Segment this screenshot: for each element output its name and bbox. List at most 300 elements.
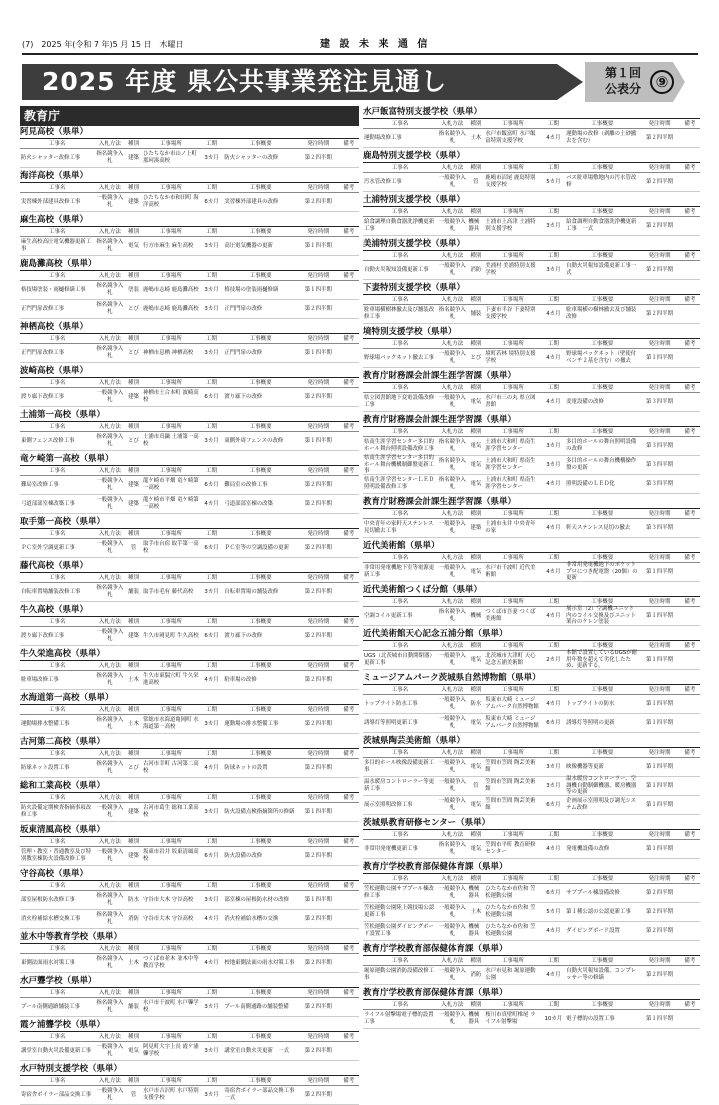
table-row — [20, 847, 359, 866]
column-header-time: 発注時期 — [307, 272, 330, 279]
cell-place: 笠間市笠間 陶芸美術館 — [485, 760, 536, 773]
column-header-type: 種別 — [470, 957, 482, 964]
cell-summary: 防球ネットの設置 — [224, 764, 268, 771]
cell-time: 第２四半期 — [304, 632, 332, 639]
column-header-summary: 工事概要 — [591, 749, 614, 756]
cell-name: 非常用発電機地下室等電源更新工事 — [364, 565, 435, 578]
column-header-name: 工事名 — [49, 467, 66, 474]
cell-place: 土浦市大和町 県南生涯学習センター — [485, 477, 536, 490]
cell-method: 一般競争入札 — [438, 716, 466, 729]
cell-note — [339, 759, 359, 777]
cell-type: とび — [128, 349, 139, 356]
column-header-period: 工期 — [547, 554, 559, 561]
cell-type: 機械器具 — [468, 219, 480, 232]
school-heading: 近代美術館（県単） — [363, 540, 700, 553]
column-header-note: 備考 — [684, 340, 696, 347]
column-header-time: 発注時期 — [307, 989, 330, 996]
cell-period: 10カ月 — [544, 1015, 563, 1022]
cell-place: 土浦市大和町 県南生涯学習センター — [485, 458, 536, 471]
cell-place: 坂東市大崎 ミュージアムパーク自然博物館 — [485, 716, 539, 729]
cell-place: 桜川市真壁町椎尾 ライフル射撃場 — [485, 1012, 536, 1025]
column-header-summary: 工事概要 — [591, 686, 614, 693]
cell-note — [680, 349, 700, 367]
table-row — [20, 1042, 359, 1061]
table-row — [20, 627, 359, 646]
cell-type: 電気 — [128, 242, 139, 249]
cell-method: 指名競争入札 — [96, 1000, 124, 1013]
school-heading: 教育庁財務課会計課生涯学習課（県単） — [363, 496, 700, 509]
school-heading: 海洋高校（県単） — [20, 170, 359, 183]
cell-name: 自動火災報知設備更新工事 — [364, 266, 429, 273]
cell-time: 第２四半期 — [646, 222, 673, 229]
column-header-period: 工期 — [547, 875, 559, 882]
column-header-place: 工事場所 — [159, 989, 182, 996]
column-header-period: 工期 — [547, 208, 559, 215]
column-header-summary: 工事概要 — [249, 618, 272, 625]
cell-time: 第２四半期 — [304, 852, 332, 859]
cell-summary: バス駐車場敷地内の汚水管改修 — [566, 175, 637, 188]
cell-period: 6カ月 — [546, 801, 561, 808]
cell-name: 正門門扉改修工事 — [21, 305, 65, 312]
cell-name: 防球ネット設置工事 — [21, 764, 70, 771]
cell-name: 多目的ホール映像設備更新工事 — [364, 760, 434, 773]
cell-type: 機械 — [470, 612, 482, 619]
cell-name: 自転車置場舗装改修工事 — [21, 588, 81, 595]
column-header-type: 種別 — [128, 184, 140, 191]
column-header-name: 工事名 — [49, 228, 66, 235]
cell-note — [680, 695, 700, 713]
school-heading: 茨城県陶芸美術館（県単） — [363, 735, 700, 748]
column-header-period: 工期 — [205, 662, 217, 669]
cell-time: 第１四半期 — [304, 242, 332, 249]
cell-time: 第２四半期 — [646, 134, 673, 141]
cell-summary: 軒天ステンレス見切の撤去 — [566, 524, 631, 531]
cell-type: 土木 — [470, 134, 482, 141]
cell-place: 境町若林 境特別支援学校 — [485, 351, 536, 364]
cell-note — [680, 714, 700, 732]
cell-type: 電気 — [128, 1047, 139, 1054]
column-header-method: 入札方法 — [98, 379, 121, 386]
cell-period: 3カ月 — [204, 154, 219, 161]
column-header-summary: 工事概要 — [249, 140, 272, 147]
cell-time: 第２四半期 — [304, 393, 332, 400]
column-header-period: 工期 — [205, 706, 217, 713]
table-header — [363, 553, 700, 563]
cell-type: 土木 — [128, 676, 139, 683]
column-header-place: 工事場所 — [501, 598, 524, 605]
cell-time: 第１四半期 — [304, 896, 332, 903]
school-heading: 鹿島灘高校（県単） — [20, 258, 359, 271]
table-header — [363, 339, 700, 349]
cell-period: 5カ月 — [546, 178, 561, 185]
cell-method: 一般競争入札 — [96, 497, 124, 510]
column-header-place: 工事場所 — [501, 164, 524, 171]
column-header-note: 備考 — [343, 467, 355, 474]
cell-summary: 駐車場の改修 — [224, 676, 257, 683]
column-header-time: 発注時期 — [307, 662, 330, 669]
column-header-place: 工事場所 — [501, 1001, 524, 1008]
cell-name: 管理・教室・普通教室及び特別教室棟防火設備改修工事 — [21, 849, 92, 862]
cell-type: 管 — [473, 782, 479, 789]
cell-type: 消防 — [470, 971, 482, 978]
column-header-place: 工事場所 — [159, 140, 182, 147]
cell-method: 一般競争入札 — [96, 390, 124, 403]
cell-place: 北茨城市大津町 天心記念五浦美術館 — [485, 653, 536, 666]
cell-period: 3カ月 — [204, 896, 219, 903]
column-header-name: 工事名 — [49, 1033, 66, 1040]
cell-period: 4カ月 — [204, 915, 219, 922]
cell-place: 笠間市笠間 陶芸美術館 — [485, 779, 536, 792]
column-header-name: 工事名 — [391, 875, 409, 882]
title-banner — [22, 62, 698, 102]
cell-type: 舗装 — [470, 310, 482, 317]
column-header-period: 工期 — [547, 598, 559, 605]
cell-method: 一般競争入札 — [96, 195, 124, 208]
school-heading: 教育庁学校教育部保健体育課（県単） — [363, 943, 700, 956]
cell-method: 一般競争入札 — [438, 351, 466, 364]
cell-type: 舗装 — [128, 588, 139, 595]
cell-method: 指名競争入札 — [96, 585, 124, 598]
cell-time: 第１四半期 — [304, 437, 332, 444]
column-header-period: 工期 — [547, 686, 559, 693]
table-header — [363, 748, 700, 758]
column-header-note: 備考 — [343, 882, 355, 889]
school-heading: 波崎高校（県単） — [20, 365, 359, 378]
column-header-type: 種別 — [128, 140, 140, 147]
cell-name: 難局室改修工事 — [21, 481, 59, 488]
cell-period: 3カ月 — [546, 442, 561, 449]
cell-period: 3カ月 — [204, 242, 219, 249]
table-row — [20, 715, 359, 734]
cell-time: 第２四半期 — [304, 1091, 332, 1098]
cell-time: 第２四半期 — [646, 889, 673, 896]
column-header-note: 備考 — [684, 164, 696, 171]
cell-period: 3カ月 — [546, 266, 561, 273]
column-header-period: 工期 — [205, 882, 217, 889]
column-header-period: 工期 — [205, 423, 217, 430]
table-row — [20, 583, 359, 602]
cell-method: 一般競争入札 — [438, 263, 466, 276]
table-header — [20, 466, 359, 476]
column-header-period: 工期 — [547, 642, 559, 649]
column-header-note: 備考 — [343, 945, 355, 952]
column-header-place: 工事場所 — [501, 686, 524, 693]
column-header-type: 種別 — [128, 1077, 140, 1084]
cell-time: 第２四半期 — [304, 198, 332, 205]
cell-period: 4カ月 — [546, 398, 561, 405]
column-header-summary: 工事概要 — [249, 574, 272, 581]
cell-name: 給食調理自動食器洗浄機更新工事 — [364, 219, 435, 232]
cell-period: 4カ月 — [546, 612, 561, 619]
cell-type: 電気 — [470, 763, 482, 770]
column-header-summary: 工事概要 — [249, 838, 272, 845]
cell-time: 第１四半期 — [646, 719, 673, 726]
right-column — [363, 106, 700, 1029]
table-row — [20, 803, 359, 822]
cell-method: 一般競争入札 — [438, 175, 466, 188]
table-row — [363, 966, 700, 985]
table-row — [20, 432, 359, 451]
cell-method: 一般競争入札 — [438, 905, 466, 918]
cell-time: 第２四半期 — [646, 927, 673, 934]
cell-time: 第３四半期 — [646, 524, 673, 531]
cell-time: 第２四半期 — [304, 481, 332, 488]
cell-place: 坂東市大崎 ミュージアムパーク自然博物館 — [485, 697, 539, 710]
column-header-period: 工期 — [205, 467, 217, 474]
column-header-type: 種別 — [128, 335, 140, 342]
column-header-type: 種別 — [470, 384, 482, 391]
cell-name: 誘導灯等照明更新工事 — [364, 719, 418, 726]
cell-name: ＰＣ室外空調更新工事 — [21, 544, 75, 551]
cell-method: 指名競争入札 — [96, 717, 124, 730]
column-header-type: 種別 — [470, 252, 482, 259]
cell-name: 運動場改修工事 — [364, 134, 402, 141]
cell-summary: 講堂室自動火災更新 一式 — [224, 1047, 290, 1054]
cell-place: 土浦市永井 中央青年の家 — [485, 521, 536, 534]
cell-name: 部室屋根防水改修工事 — [21, 896, 75, 903]
cell-place: 坂東市岩井 坂東清風高校 — [143, 849, 199, 862]
cell-type: 消防 — [470, 266, 482, 273]
table-row — [20, 149, 359, 168]
cell-name: 笠松運動公園ダイビングボード設置工事 — [364, 924, 434, 937]
cell-method: 一般競争入札 — [438, 521, 466, 534]
column-header-type: 種別 — [470, 642, 482, 649]
column-header-place: 工事場所 — [501, 749, 524, 756]
cell-period: 3カ月 — [546, 782, 561, 789]
cell-method: 指名競争入札 — [96, 302, 124, 315]
cell-time: 第２四半期 — [304, 500, 332, 507]
cell-name: 空調コイル更新工事 — [364, 612, 413, 619]
cell-time: 第２四半期 — [304, 1047, 332, 1054]
column-header-name: 工事名 — [49, 272, 66, 279]
column-header-type: 種別 — [470, 296, 482, 303]
column-header-place: 工事場所 — [501, 252, 524, 259]
column-header-method: 入札方法 — [98, 1077, 121, 1084]
cell-time: 第２四半期 — [304, 720, 332, 727]
table-header — [20, 793, 359, 803]
cell-place: 常総市水海道亀岡町 水海道第一高校 — [143, 717, 199, 730]
cell-method: 指名競争入札 — [96, 893, 124, 906]
cell-note — [680, 884, 700, 902]
cell-note — [680, 475, 700, 493]
cell-name: 県南生涯学習センターＬＥＤ照明設備改修工事 — [364, 477, 434, 490]
school-heading: 阿見高校（県単） — [20, 126, 359, 139]
column-header-period: 工期 — [547, 340, 559, 347]
cell-method: 指名競争入札 — [96, 673, 124, 686]
cell-time: 第１四半期 — [646, 801, 673, 808]
cell-summary: 正門門扉の改修 — [224, 349, 263, 356]
column-header-method: 入札方法 — [98, 706, 121, 713]
cell-place: ひたちなか市山ノ上町 那珂湊高校 — [143, 151, 197, 164]
cell-time: 第２四半期 — [304, 764, 332, 771]
cell-note — [680, 922, 700, 940]
column-header-method: 入札方法 — [98, 140, 121, 147]
cell-place: 神栖市土合本町 波崎高校 — [143, 390, 199, 403]
cell-type: 建築 — [128, 808, 139, 815]
column-header-type: 種別 — [470, 208, 482, 215]
cell-time: 第１四半期 — [304, 349, 332, 356]
table-row — [20, 671, 359, 690]
cell-name: UGS（北茨城市自動開閉器）更新工事 — [364, 653, 435, 666]
table-header — [20, 334, 359, 344]
cell-note — [680, 777, 700, 795]
column-header-period: 工期 — [205, 272, 217, 279]
cell-place: 水戸市千波町 水戸聾学校 — [143, 1000, 199, 1013]
cell-place: ひたちなか市佐和 笠松運動公園 — [485, 886, 536, 899]
cell-period: 5カ月 — [546, 908, 561, 915]
column-header-summary: 工事概要 — [591, 384, 614, 391]
cell-name: 県南生涯学習センター多目的ホール舞台機構制御盤更新工事 — [364, 455, 434, 475]
cell-summary: サブプール棟設備改修 — [566, 889, 620, 896]
cell-summary: トップライトの防水 — [566, 700, 615, 707]
table-row — [363, 796, 700, 815]
column-header-method: 入札方法 — [441, 384, 464, 391]
cell-note — [339, 1086, 359, 1104]
cell-place: 龍ケ崎市平畑 竜ケ崎第一高校 — [143, 497, 199, 510]
cell-note — [680, 840, 700, 858]
cell-period: 4カ月 — [546, 310, 561, 317]
cell-note — [339, 300, 359, 318]
cell-summary: 駐車場横の樹林撤去及び舗装改修 — [566, 307, 637, 320]
cell-note — [339, 193, 359, 211]
table-row — [363, 777, 700, 796]
table-header — [363, 163, 700, 173]
column-header-summary: 工事概要 — [249, 1033, 272, 1040]
cell-period: 4カ月 — [546, 524, 561, 531]
cell-period: 6カ月 — [204, 393, 219, 400]
cell-method: 指名競争入札 — [438, 609, 466, 622]
column-header-place: 工事場所 — [159, 838, 182, 845]
cell-summary: 弓道部部室棟の改築 — [224, 500, 273, 507]
cell-method: 一般競争入札 — [438, 565, 466, 578]
cell-type: 電気 — [470, 398, 482, 405]
cell-type: 機械器具 — [468, 886, 480, 899]
cell-type: 建築 — [470, 524, 482, 531]
column-header-time: 発注時期 — [307, 1033, 330, 1040]
table-row — [20, 539, 359, 558]
column-header-type: 種別 — [128, 530, 140, 537]
cell-time: 第３四半期 — [646, 480, 673, 487]
cell-type: 土木 — [128, 720, 139, 727]
cell-summary: 正門門扉の改修 — [224, 305, 263, 312]
cell-method: 指名競争入札 — [438, 131, 466, 144]
school-heading: 教育庁財務課会計課生涯学習課（県単） — [363, 370, 700, 383]
column-header-place: 工事場所 — [501, 296, 524, 303]
cell-time: 第１四半期 — [646, 845, 673, 852]
table-header — [363, 956, 700, 966]
column-header-name: 工事名 — [391, 642, 409, 649]
school-heading: 近代美術館つくば分館（県単） — [363, 584, 700, 597]
cell-place: 水戸市飯富町 水戸飯富特別支援学校 — [485, 131, 536, 144]
cell-time: 第３四半期 — [646, 461, 673, 468]
column-header-time: 発注時期 — [307, 750, 330, 757]
cell-note — [680, 796, 700, 814]
cell-place: 行方市麻生 麻生高校 — [143, 242, 194, 249]
cell-type: 機械器具 — [468, 1012, 480, 1025]
cell-note — [339, 891, 359, 909]
table-row — [20, 476, 359, 495]
column-header-name: 工事名 — [391, 296, 409, 303]
column-header-time: 発注時期 — [307, 794, 330, 801]
cell-type: 防水 — [128, 896, 139, 903]
column-header-time: 発注時期 — [307, 140, 330, 147]
column-header-note: 備考 — [343, 838, 355, 845]
cell-name: 非常用発電機更新工事 — [364, 845, 418, 852]
column-header-type: 種別 — [470, 831, 482, 838]
column-header-time: 発注時期 — [307, 574, 330, 581]
school-heading: 美浦特別支援学校（県単） — [363, 238, 700, 251]
table-row — [20, 759, 359, 778]
title-arrow — [557, 64, 583, 100]
table-header — [20, 183, 359, 193]
column-header-type: 種別 — [470, 749, 482, 756]
cell-place: 守谷市大木 守谷高校 — [143, 915, 194, 922]
column-header-type: 種別 — [470, 598, 482, 605]
cell-note — [339, 715, 359, 733]
cell-note — [339, 281, 359, 299]
cell-note — [339, 476, 359, 494]
column-header-name: 工事名 — [391, 598, 409, 605]
column-header-name: 工事名 — [49, 140, 66, 147]
cell-summary: 野球場バックネット（壁使付ベンチ２基を含む）の撤去 — [566, 351, 637, 364]
page-header — [22, 38, 698, 52]
cell-note — [680, 305, 700, 323]
cell-time: 第１四半期 — [646, 782, 673, 789]
cell-note — [339, 847, 359, 865]
left-column — [20, 106, 359, 1105]
cell-period: 4カ月 — [204, 676, 219, 683]
cell-place: 牛久市岡見町 牛久高校 — [143, 632, 199, 639]
cell-place: 水戸市三の丸 県立図書館 — [485, 395, 536, 408]
cell-type: 土木 — [470, 908, 482, 915]
column-header-type: 種別 — [470, 554, 482, 561]
column-header-time: 発注時期 — [648, 875, 671, 882]
column-header-method: 入札方法 — [98, 467, 121, 474]
column-header-time: 発注時期 — [307, 838, 330, 845]
school-heading: 水海道第一高校（県単） — [20, 692, 359, 705]
cell-summary: 運動場の排水整備工事 — [224, 720, 279, 727]
cell-name: 防火シャッター改修工事 — [21, 154, 81, 161]
cell-time: 第１四半期 — [646, 763, 673, 770]
cell-summary: 部室棟の屋根防水材の改修 — [224, 896, 290, 903]
cell-time: 第２四半期 — [304, 154, 332, 161]
column-header-place: 工事場所 — [501, 957, 524, 964]
column-header-note: 備考 — [684, 296, 696, 303]
cell-place: 牛久市東猯穴町 牛久栄進高校 — [143, 673, 199, 686]
column-header-period: 工期 — [205, 140, 217, 147]
column-header-method: 入札方法 — [441, 252, 464, 259]
column-header-note: 備考 — [343, 228, 355, 235]
cell-type: 電気 — [470, 461, 482, 468]
table-header — [20, 529, 359, 539]
cell-type: 建築 — [128, 500, 139, 507]
column-header-name: 工事名 — [49, 989, 66, 996]
column-header-method: 入札方法 — [98, 945, 121, 952]
table-row — [20, 281, 359, 300]
column-header-method: 入札方法 — [441, 164, 464, 171]
column-header-period: 工期 — [205, 335, 217, 342]
column-header-time: 発注時期 — [307, 1077, 330, 1084]
cell-method: 指名競争入札 — [96, 346, 124, 359]
column-header-method: 入札方法 — [98, 184, 121, 191]
cell-type: 電気 — [470, 719, 482, 726]
school-heading: 麻生高校（県単） — [20, 214, 359, 227]
cell-summary: 渡り廊下の改修 — [224, 393, 263, 400]
cell-place: 土浦市大和町 県南生涯学習センター — [485, 439, 536, 452]
column-header-method: 入札方法 — [441, 208, 464, 215]
cell-period: 3カ月 — [204, 1091, 219, 1098]
table-row — [20, 891, 359, 910]
